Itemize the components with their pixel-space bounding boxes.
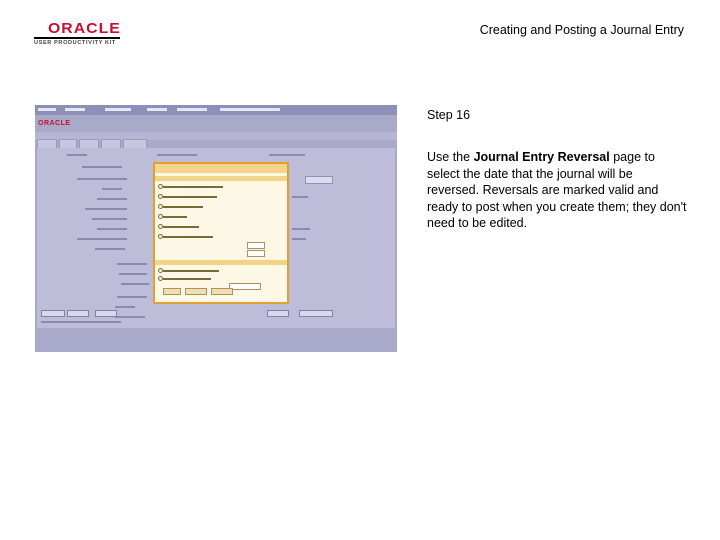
step-number: Step 16 — [427, 108, 471, 122]
step-description — [427, 149, 687, 232]
logo-subtitle: USER PRODUCTIVITY KIT — [34, 39, 116, 46]
screenshot-nav-bar — [35, 105, 397, 115]
application-screenshot — [35, 105, 397, 352]
oracle-upk-logo — [34, 22, 124, 48]
screenshot-oracle-logo: ORACLE — [38, 120, 71, 127]
description-text-end: page to select the date that the journal will be reversed. Reversals are marked valid and ready to post when you create them; they don't need to be edited. — [427, 150, 687, 231]
screenshot-reversal-dialog — [153, 162, 289, 304]
logo-brand: ORACLE — [48, 20, 121, 37]
document-title: Creating and Posting a Journal Entry — [479, 23, 684, 37]
description-emphasis: Journal Entry Reversal — [473, 150, 610, 164]
description-text: Use the — [427, 150, 474, 164]
